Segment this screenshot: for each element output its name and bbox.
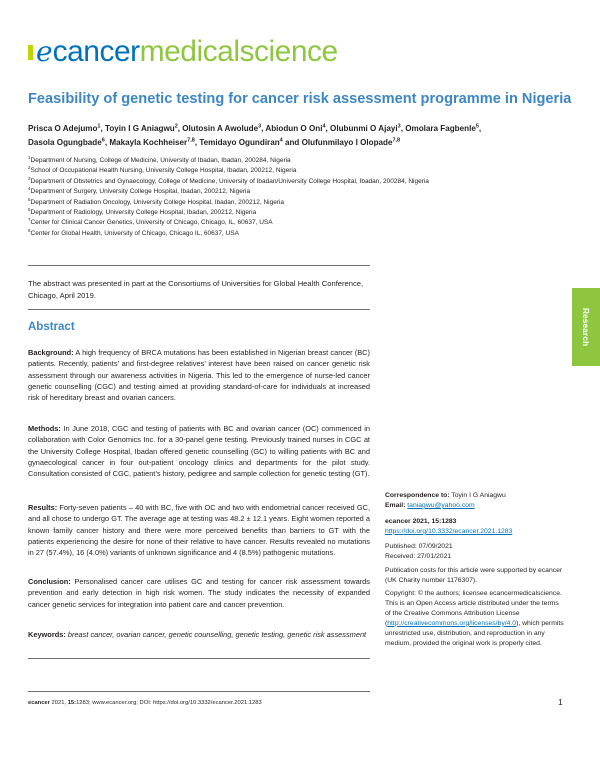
- author: Olubunmi O Ajayi$^3$,: [330, 123, 406, 133]
- affiliation: $^5$Department of Radiation Oncology, University College Hospital, Ibadan, 200212, Nigeria: [28, 196, 285, 206]
- affiliation: $^3$Department of Obstetrics and Gynaecology, College of Medicine, University of Ibadan/University College Hospital, Ibadan, 200284, Nigeria: [28, 175, 429, 185]
- author: Olufunmilayo I Olopade$^{7,8}$: [301, 137, 401, 147]
- affiliation: $^4$Department of Surgery, University College Hospital, Ibadan, 200212, Nigeria: [28, 186, 251, 196]
- presented-note: The abstract was presented in part at the Consortiums of Universities for Global Health Conference, Chicago, April 2019.: [28, 279, 364, 300]
- page-footer: ecancer 2021, 15:1283; www.ecancer.org; DOI: https://doi.org/10.3332/ecancer.2021.1283: [28, 700, 262, 706]
- license-block: Copyright: © the authors; licensee ecancermedicalscience. This is an Open Access article distributed under the terms of the Creative Commons Attribution License (http://creativecommons.org/licenses/by/4.0), which permits unrestricted use, distribution, and reproduction in any medium, provided the original work is properly cited.: [385, 590, 564, 647]
- author: Omolara Fagbenle$^5$,: [405, 123, 482, 133]
- abstract-keywords: Keywords: breast cancer, ovarian cancer, genetic counselling, genetic testing, genetic risk assessment: [28, 630, 367, 639]
- article-title: Feasibility of genetic testing for cancer risk assessment programme in Nigeria: [28, 91, 572, 107]
- affiliation: $^7$Center for Clinical Cancer Genetics, University of Chicago, Chicago, IL, 60637, USA: [28, 217, 273, 227]
- divider: [28, 265, 370, 266]
- abstract-methods: Methods: In June 2018, CGC and testing of patients with BC and ovarian cancer (OC) commenced in collaboration with Color Genomics Inc. for a 30-panel gene testing. Previously trained nurses in CGC at the University College Hospital, Ibadan offered genetic counselling (GC) to willing patients with BC and gynaecological cancer in four out-patient oncology clinics and departments for the pilot study. Consultation consisted of CGC, patient’s history, pedigree and sample collection for genetic testing (GT).: [28, 424, 370, 479]
- author: Prisca O Adejumo$^1$,: [28, 123, 105, 133]
- author-list: [28, 122, 573, 150]
- author: Dasola Ogungbade$^6$,: [28, 137, 110, 147]
- abstract-conclusion: Conclusion: Personalised cancer care utilises GC and testing for cancer risk assessment towards prevention and early detection in high risk women. The study indicates the necessity of expanded cancer genetic services for integration into patient care and cancer prevention.: [28, 577, 370, 609]
- published-date: Published: 07/09/2021: [385, 543, 453, 550]
- affiliation: $^2$School of Occupational Health Nursing, University College Hospital, Ibadan, 200212, Nigeria: [28, 165, 297, 175]
- correspondence-block: Correspondence to: Toyin I G Aniagwu Email: taniagwu@yahoo.com: [385, 492, 506, 509]
- doi-link[interactable]: https://doi.org/10.3332/ecancer.2021.1283: [385, 527, 513, 535]
- correspondence-name: Toyin I G Aniagwu: [451, 492, 506, 499]
- logo-cancer: cancer: [52, 35, 140, 68]
- author: Makayla Kochheiser$^{7,8}$,: [109, 137, 200, 147]
- abstract-background: Background: A high frequency of BRCA mutations has been established in Nigerian breast cancer (BC) patients. Recently, patients’ and first-degree relatives’ interest have been raised on cancer genetic risk assessment through our awareness activities in Nigeria. This led to the emergence of nurse-led cancer genetic counselling (CGC) and testing aimed at providing standard-of-care for individuals at increased risk of hereditary breast and ovarian cancers.: [28, 348, 370, 403]
- author: Toyin I G Aniagwu$^2$,: [104, 123, 183, 133]
- affiliation: $^8$Center for Global Health, University of Chicago, Chicago IL, 60637, USA: [28, 227, 239, 237]
- dates-block: [385, 542, 565, 562]
- divider: [28, 658, 370, 659]
- logo-accent-bar: [28, 45, 33, 60]
- affiliation-list: [28, 156, 573, 239]
- author: Olutosin A Awolude$^3$,: [182, 123, 266, 133]
- footer-divider: [28, 691, 370, 692]
- affiliation: $^6$Department of Radiology, University College Hospital, Ibadan, 200212, Nigeria: [28, 206, 257, 217]
- section-tab: [572, 288, 600, 366]
- abstract-results: Results: Forty-seven patients – 40 with BC, five with OC and two with endometrial cancer received GC, and all chose to undergo GT. The average age at testing was 48.2 ± 12.1 years. Eight women reported a known family cancer history and there were more perceived benefits than barriers to GT with the patients experiencing the desire for none of their relative to have cancer. Results revealed no mutations in 27 (57.4%), 16 (4.0%) variants of unknown significance and 4 (8.5%) pathogenic mutations.: [28, 503, 371, 558]
- citation-block: ecancer 2021, 15:1283 https://doi.org/10.3332/ecancer.2021.1283: [385, 518, 513, 535]
- journal-logo: [28, 34, 338, 66]
- email-link[interactable]: taniagwu@yahoo.com: [407, 501, 475, 509]
- affiliation: $^1$Department of Nursing, College of Medicine, University of Ibadan, Ibadan, 200284, Nigeria: [28, 154, 291, 164]
- page-number: 1: [558, 697, 563, 707]
- authors-and: and: [284, 138, 300, 147]
- author: Temidayo Ogundiran$^4$: [199, 137, 283, 147]
- received-date: Received: 27/01/2021: [385, 552, 452, 560]
- divider: [28, 309, 370, 310]
- author: Abiodun O Oni$^4$,: [265, 123, 331, 133]
- section-tab-label: Research: [581, 307, 591, 347]
- license-link[interactable]: http://creativecommons.org/licenses/by/4.0: [387, 619, 517, 627]
- abstract-heading: Abstract: [28, 321, 75, 333]
- logo-e: e: [36, 35, 53, 68]
- costs-note: Publication costs for this article were supported by ecancer (UK Charity number 1176307).: [385, 567, 563, 584]
- logo-medicalscience: medicalscience: [139, 35, 338, 68]
